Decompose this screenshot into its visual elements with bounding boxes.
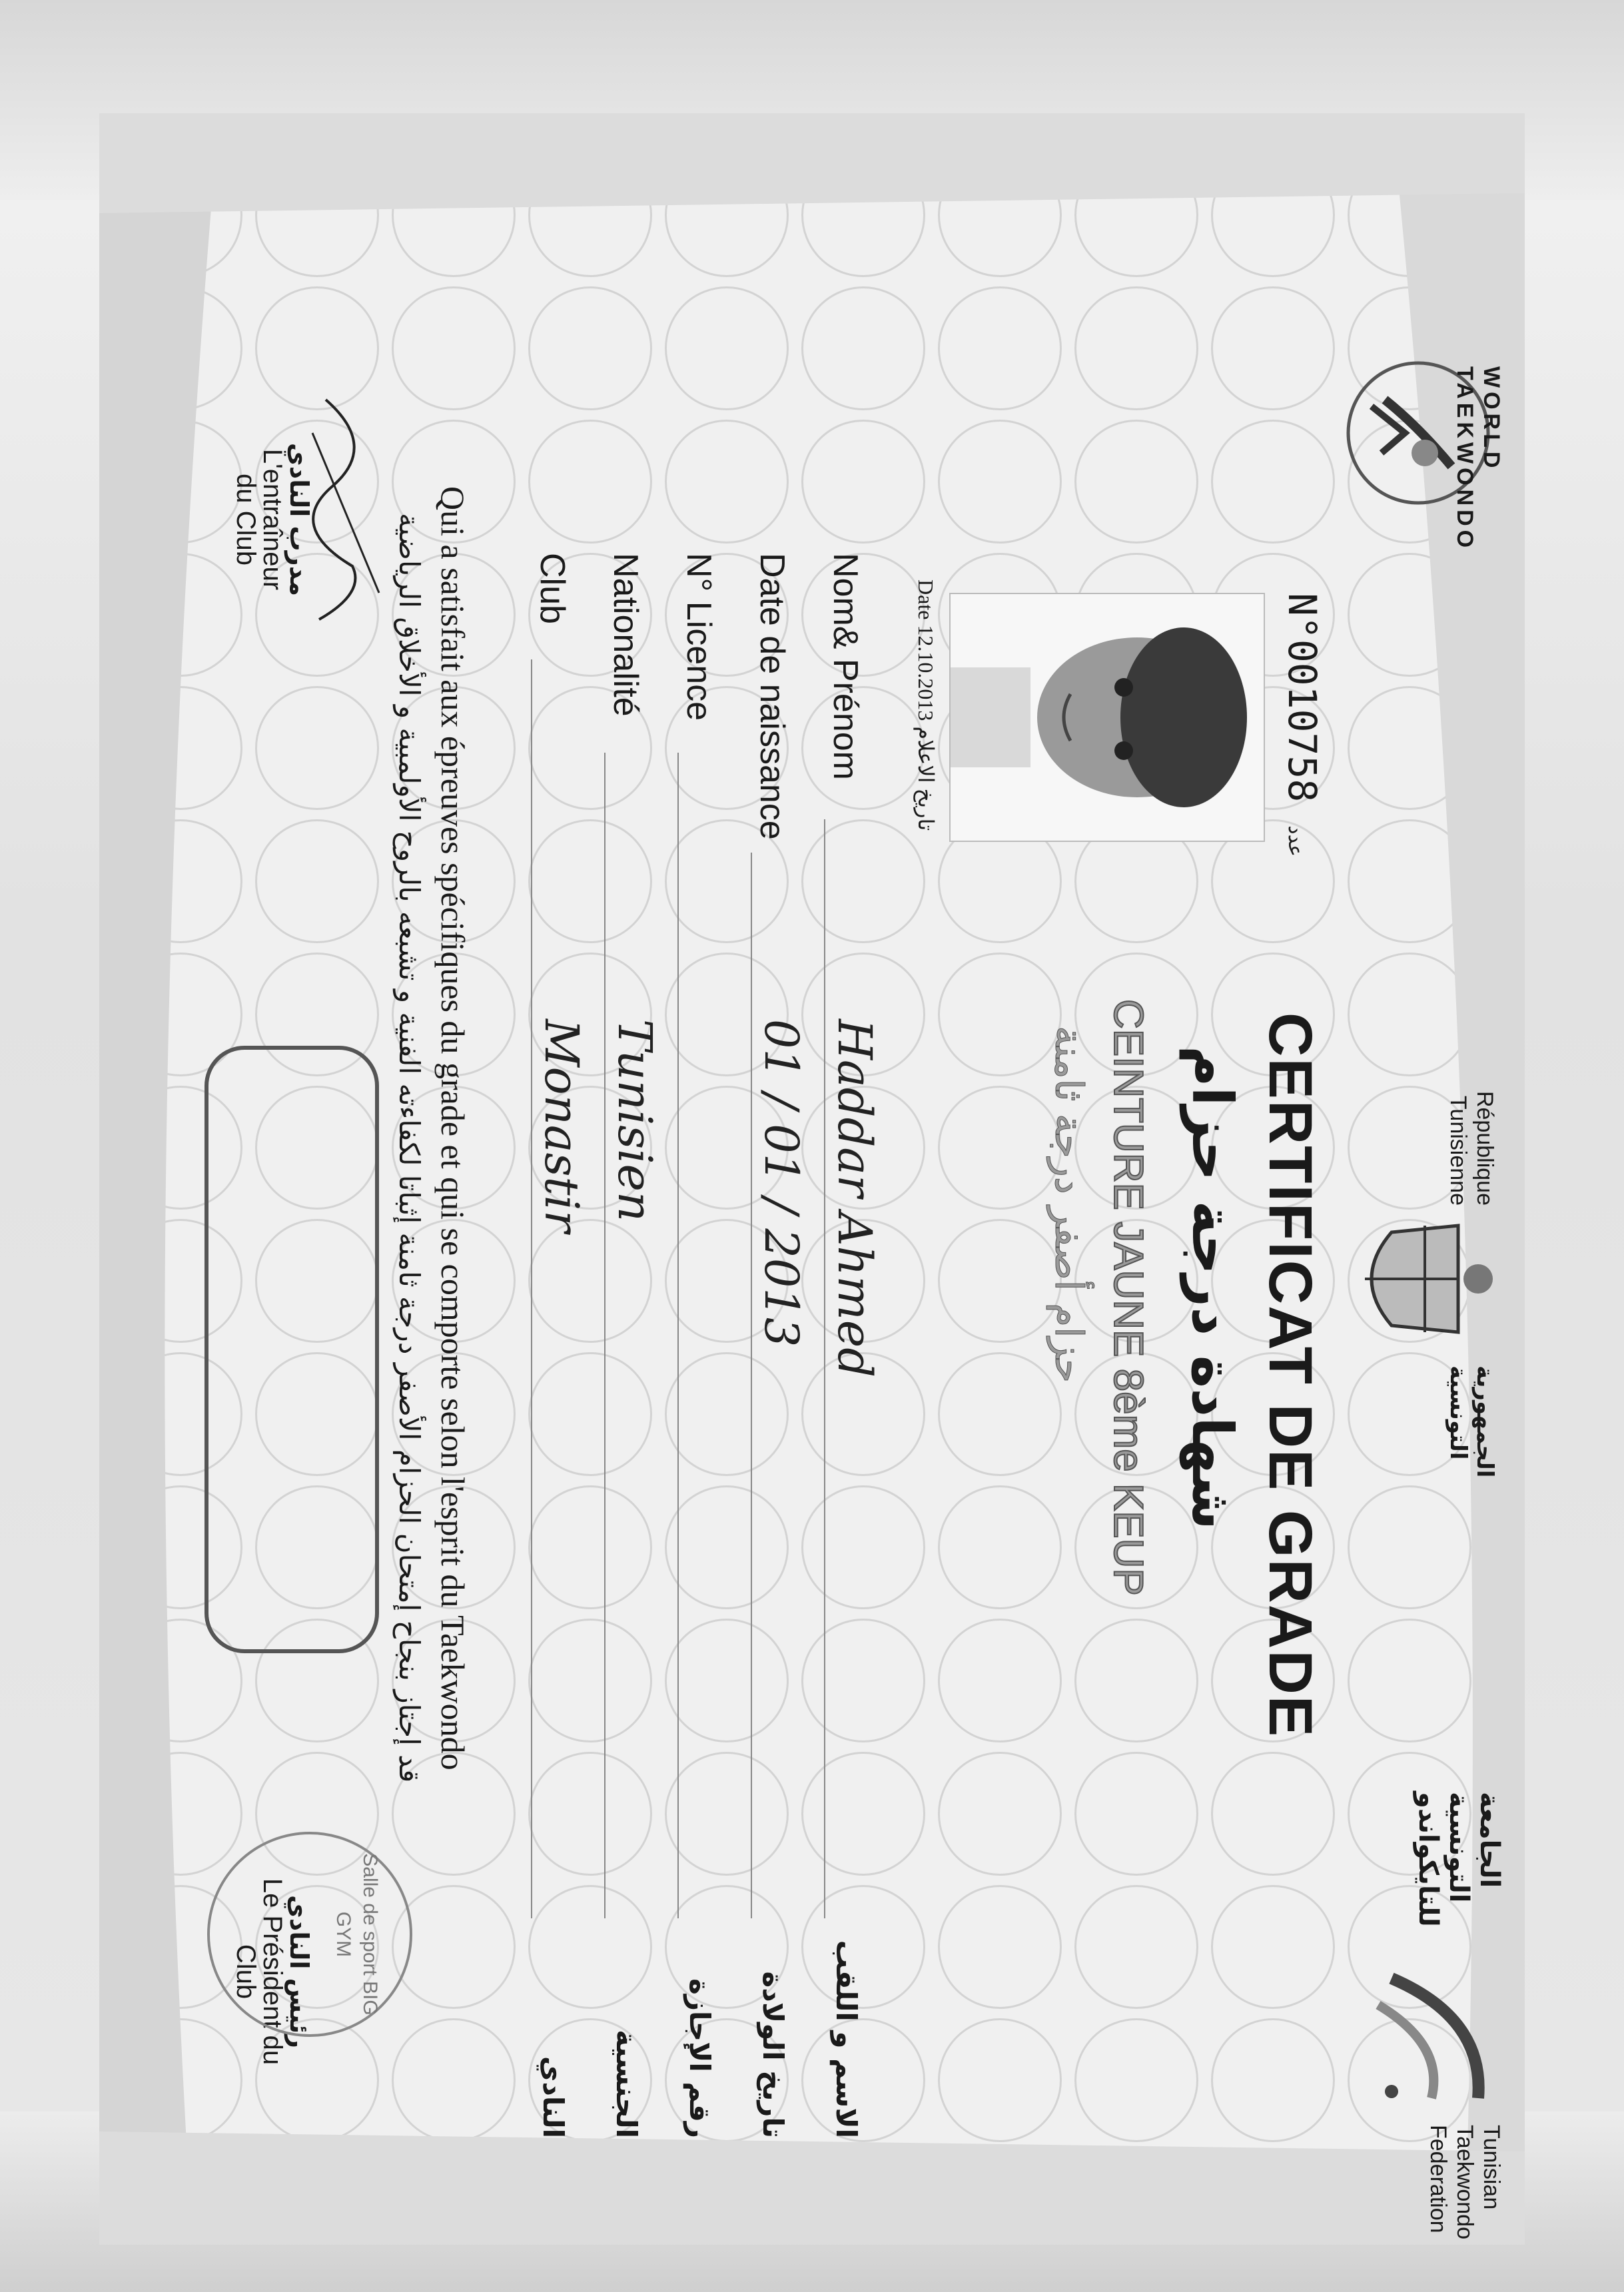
world-taekwondo-logo [1338,353,1504,552]
field-value-name: Haddar Ahmed [827,1019,882,1378]
field-row-nationality: Nationalité Tunisien الجنسية [586,553,652,2138]
tunisia-coat-of-arms-icon [1352,1212,1498,1345]
federation-en: Tunisian Taekwondo Federation [1425,2125,1504,2240]
coach-signature-icon [299,393,392,633]
field-value-club: Monastir [534,1019,589,1233]
statement-fr: Qui a satisfait aux épreuves spécifiques du grade et qui se comporte selon l'esprit du Taekwondo [434,486,472,1770]
title-ar: شهادة درجة حزام [1180,1046,1245,1530]
holder-photo [949,593,1265,842]
official-stamp-box [204,1046,379,1653]
certificate [99,113,1525,2245]
republic-fr: République Tunisienne [1445,1090,1497,1206]
field-row-club: Club Monastir النادي [512,553,579,2138]
statement-ar: قد إجتاز بنجاح إمتحان الحزام الأصفر درجة ثامنة إثباتا لكفاءته الفنية و تشبعه بالروح الأولمبية و الأخلاق الرياضية [393,513,426,1783]
federation-ar: الجامعة التونسية للتايكواندو [1413,1792,1505,1927]
portrait-photo-icon [951,594,1264,841]
field-row-birthdate: Date de naissance 01 / 01 / 2013 تاريخ الولادة [732,553,799,2138]
coach-signature-block: مدرب النادي L'entraîneur du Club [232,380,312,659]
president-signature-block: Salle de sport BIG GYM رئيس النادي Le Président du Club [232,1818,312,2125]
world-taekwondo-text: WORLD TAEKWONDO [1452,366,1504,552]
photo-date: Date 12.10.2013 تاريخ الاعلام [914,579,938,831]
certificate-number: N°0010758 عدد [1280,593,1325,857]
republic-ar: الجمهورية التونسية [1445,1365,1498,1478]
field-value-birthdate: 01 / 01 / 2013 [754,1019,809,1347]
belt-ar: حزام أصفر درجة ثامنة [1046,1026,1092,1383]
club-round-stamp-icon: Salle de sport BIG GYM [207,1832,412,2037]
belt-fr: CEINTURE JAUNE 8ème KEUP [1105,999,1151,1596]
field-value-nationality: Tunisien [608,1019,662,1222]
field-row-licence: N° Licence رقم الإجازة [659,553,725,2138]
field-row-name: Nom& Prénom Haddar Ahmed الاسم و اللقب [805,553,872,2138]
tunisian-taekwondo-federation-logo-icon [1365,1965,1498,2111]
title-fr: CERTIFICAT DE GRADE [1256,1012,1324,1738]
